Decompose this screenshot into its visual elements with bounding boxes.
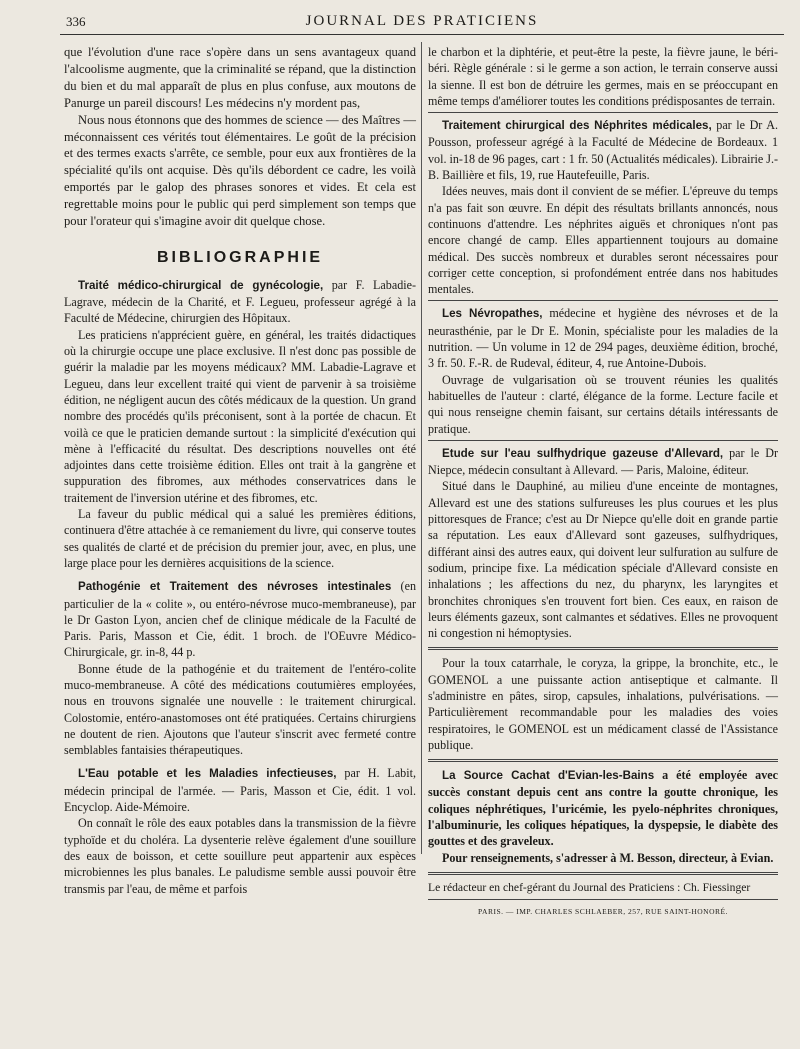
double-divider [428,647,778,650]
page-header [60,12,784,35]
ad-contact: Pour renseignements, s'adresser à M. Besson, directeur, à Evian. [442,850,774,865]
biblio-entry-nephrites [428,117,778,297]
biblio-entry-nevroses [64,578,416,758]
book-reference: (en particulier de la « colite », ou entéro-névrose muco-membraneuse), par le Dr Gaston Lyon, ancien chef de clinique médicale de la Faculté de Paris. Paris, Masson et Cie, édit. 1 broch. de l'OEuvre Médico-Chirurgicale, gr. in-8, 44 p. [64,579,416,660]
review-paragraph: La faveur du public médical qui a salué les premières éditions, continuera d'être attachée à ce remaniement du livre, qui conserve toutes ses qualités de clarté et de précision du premier jour, avec, en plus, une large place pour les dernières acquisitions de la science. [64,507,416,570]
divider [428,440,778,441]
page-number: 336 [66,14,86,29]
review-continuation: le charbon et la diphtérie, et peut-être la peste, la fièvre jaune, le béri-béri. Règle générale : si le germe a son action, le terrain conserve aussi la sienne. Il est bon de détruire les germes, mais en se préoccupant en même temps d'améliorer toutes les conditions prédisposantes de terrain. [428,45,778,108]
book-title: Les Névropathes, [442,307,543,321]
book-title: Traité médico-chirurgical de gynécologie, [78,278,324,292]
review-paragraph: Bonne étude de la pathogénie et du traitement de l'entéro-colite muco-membraneuse. A côté des médications coutumières employées, nous en trouvons signalée une nouvelle : le traitement chirurgical. Colostomie, entéro-anastomoses ont été pratiquées. Certains chirurgiens ne doutent de rien. Ajoutons que l'auteur s'inscrit avec fermeté contre semblables fantaisies thérapeutiques. [64,661,416,758]
book-reference: par le Dr A. Pousson, professeur agrégé à la Faculté de Médecine de Bordeaux. 1 vol. in-18 de 96 pages, cart : 1 fr. 50 (Actualités médicales). Librairie J.-B. Baillière et fils, 19, rue Hautefeuille, Paris. [428,118,778,183]
book-reference: par H. Labit, médecin principal de l'armée. — Paris, Masson et Cie, édit. 1 vol. Encyclop. Aide-Mémoire. [64,766,416,815]
double-divider [428,872,778,875]
article-paragraph: Nous nous étonnons que des hommes de science — des Maîtres — méconnaissent ces vérités tout élémentaires. Le goût de la précision et des termes exacts s'arrête, ce semble, pour eux aux frontières de la spécialité qu'ils ont acquise. Dès qu'ils débordent ce cadre, les voilà emportés par le galop des phrases sonores et vides. Et cela est regrettable moins pour le public qui perd simplement son temps que pour l'orateur qui s'imagine avoir dit quelque chose. [64,112,416,229]
book-title: L'Eau potable et les Maladies infectieuses, [78,767,337,781]
column-divider [421,42,422,854]
review-paragraph: On connaît le rôle des eaux potables dans la transmission de la fièvre typhoïde et du choléra. La dysenterie relève également d'une souillure des eaux de boisson, et cette souillure peut appartenir aux espèces microbiennes les plus banales. Le paludisme semble aussi pouvoir être transmis par l'eau, de même et parfois [64,816,416,896]
review-paragraph: Situé dans le Dauphiné, au milieu d'une enceinte de montagnes, Allevard est une des stations sulfureuses les plus courues et les plus pittoresques de France; c'est au Dr Niepce qu'elle doit en grande partie sa réputation. Les eaux d'Allevard sont gazeuses, sulfhydriques, différant ainsi des autres eaux, qui doivent leur sulfuration au sulfure de sodium, principe fixe. La médication spéciale d'Allevard consiste en inhalations ; les affections du nez, du pharynx, les laryngites et bronchites chroniques s'en trouvent fort bien. Ces eaux, en raison de leurs éléments gazeux, sont calmantes et sédatives. Elles ne provoquent ni congestion ni hémoptysies. [428,479,778,641]
ad-title: La Source Cachat d'Evian-les-Bains [442,769,655,783]
book-reference: par le Dr Niepce, médecin consultant à Allevard. — Paris, Maloine, éditeur. [428,445,778,478]
journal-title: JOURNAL DES PRATICIENS [305,13,539,29]
editor-credit: Le rédacteur en chef-gérant du Journal des Praticiens : Ch. Fiessinger [428,880,751,894]
book-title: Etude sur l'eau sulfhydrique gazeuse d'Allevard, [442,446,724,460]
review-paragraph: Les praticiens n'apprécient guère, en général, les traités didactiques où la chirurgie occupe une place exclusive. Il n'est donc pas possible de guérir la maladie par les moyens médicaux? MM. Labadie-Lagrave et Legueu, dans leur excellent traité qui vient de parvenir à sa troisième édition, ne négligent aucun des côtés médicaux de la question. Un grand nombre des procédés qu'ils préconisent, sont à la portée de chacun. Et voilà ce que le praticien demande surtout : la simplicité d'exécution qui mène à l'efficacité du résultat. Des descriptions nouvelles ont été adjointes dans cette troisième édition. Elles ont trait à la gangrène et suppuration des fibromes, aux méthodes conservatrices dans le traitement de l'inversion utérine et des fibromes, etc. [64,327,416,505]
advertisement-gomenol: Pour la toux catarrhale, le coryza, la grippe, la bronchite, etc., le GOMENOL a une puissante action antiseptique et calmante. Il s'administre en pâtes, sirop, capsules, inhalations, pulvérisations. — Particulièrement recommandable pour les maladies des voies respiratoires, le GOMENOL est un médicament classé de l'Assistance publique. [428,656,778,752]
divider [428,300,778,301]
biblio-entry-gynecologie [64,277,416,571]
review-paragraph: Idées neuves, mais dont il convient de se méfier. L'épreuve du temps n'a pas fait son œuvre. En dépit des résultats brillants annoncés, nous continuons d'attendre. Les néphrites aiguës et chroniques n'ont pas encore changé de camp. Elles appartiennent toujours au domaine médical. Des succès nombreux et durables seront nécessaires pour corriger cette conception, si profondément entrée dans nos habitudes mentales. [428,184,778,297]
right-column [428,44,778,1025]
book-reference: par F. Labadie-Lagrave, médecin de la Charité, et F. Legueu, professeur agrégé à la Faculté de Médecine, chirurgien des Hôpitaux. [64,277,417,326]
advertisement-evian [428,767,778,866]
book-title: Traitement chirurgical des Néphrites médicales, [442,119,712,133]
printer-line: PARIS. — IMP. CHARLES SCHLAEBER, 257, RUE SAINT-HONORÉ. [478,907,728,917]
section-title-bibliographie: BIBLIOGRAPHIE [156,248,324,266]
divider [428,112,778,113]
book-reference: médecine et hygiène des névroses et de la neurasthénie, par le Dr E. Monin, spécialiste pour les maladies de la nutrition. — Un volume in 12 de 294 pages, deuxième édition, broché, 3 fr. 50. F.-R. de Rudeval, éditeur, 4, rue Antoine-Dubois. [428,306,778,371]
book-title: Pathogénie et Traitement des névroses intestinales [78,580,392,594]
left-column [64,44,416,1025]
article-continuation: que l'évolution d'une race s'opère dans un sens avantageux quand l'alcoolisme augmente, que la criminalité se répand, que la distinction du bien et du mal apparaît de plus en plus confuse, aux moutons de Panurge un pareil discours! Les médecins n'y mordent pas, [64,45,416,110]
double-divider [428,759,778,762]
biblio-entry-nevropathes [428,305,778,436]
biblio-entry-allevard [428,445,778,642]
divider [428,899,778,900]
review-paragraph: Ouvrage de vulgarisation où se trouvent réunies les qualités habituelles de l'auteur : clarté, élégance de la forme. Lecture facile et qui nous renseigne chemin faisant, sur certains détails intéressants de pratique. [428,372,778,436]
biblio-entry-eau-potable [64,765,416,896]
ad-text: a été employée avec succès constant depuis cent ans contre la goutte chronique, les coliques néphrétiques, l'uricémie, les pyelo-néphrites chroniques, l'albuminurie, les coliques hépatiques, la dyspepsie, le diabète des gouttes et des graveleux. [428,768,778,849]
